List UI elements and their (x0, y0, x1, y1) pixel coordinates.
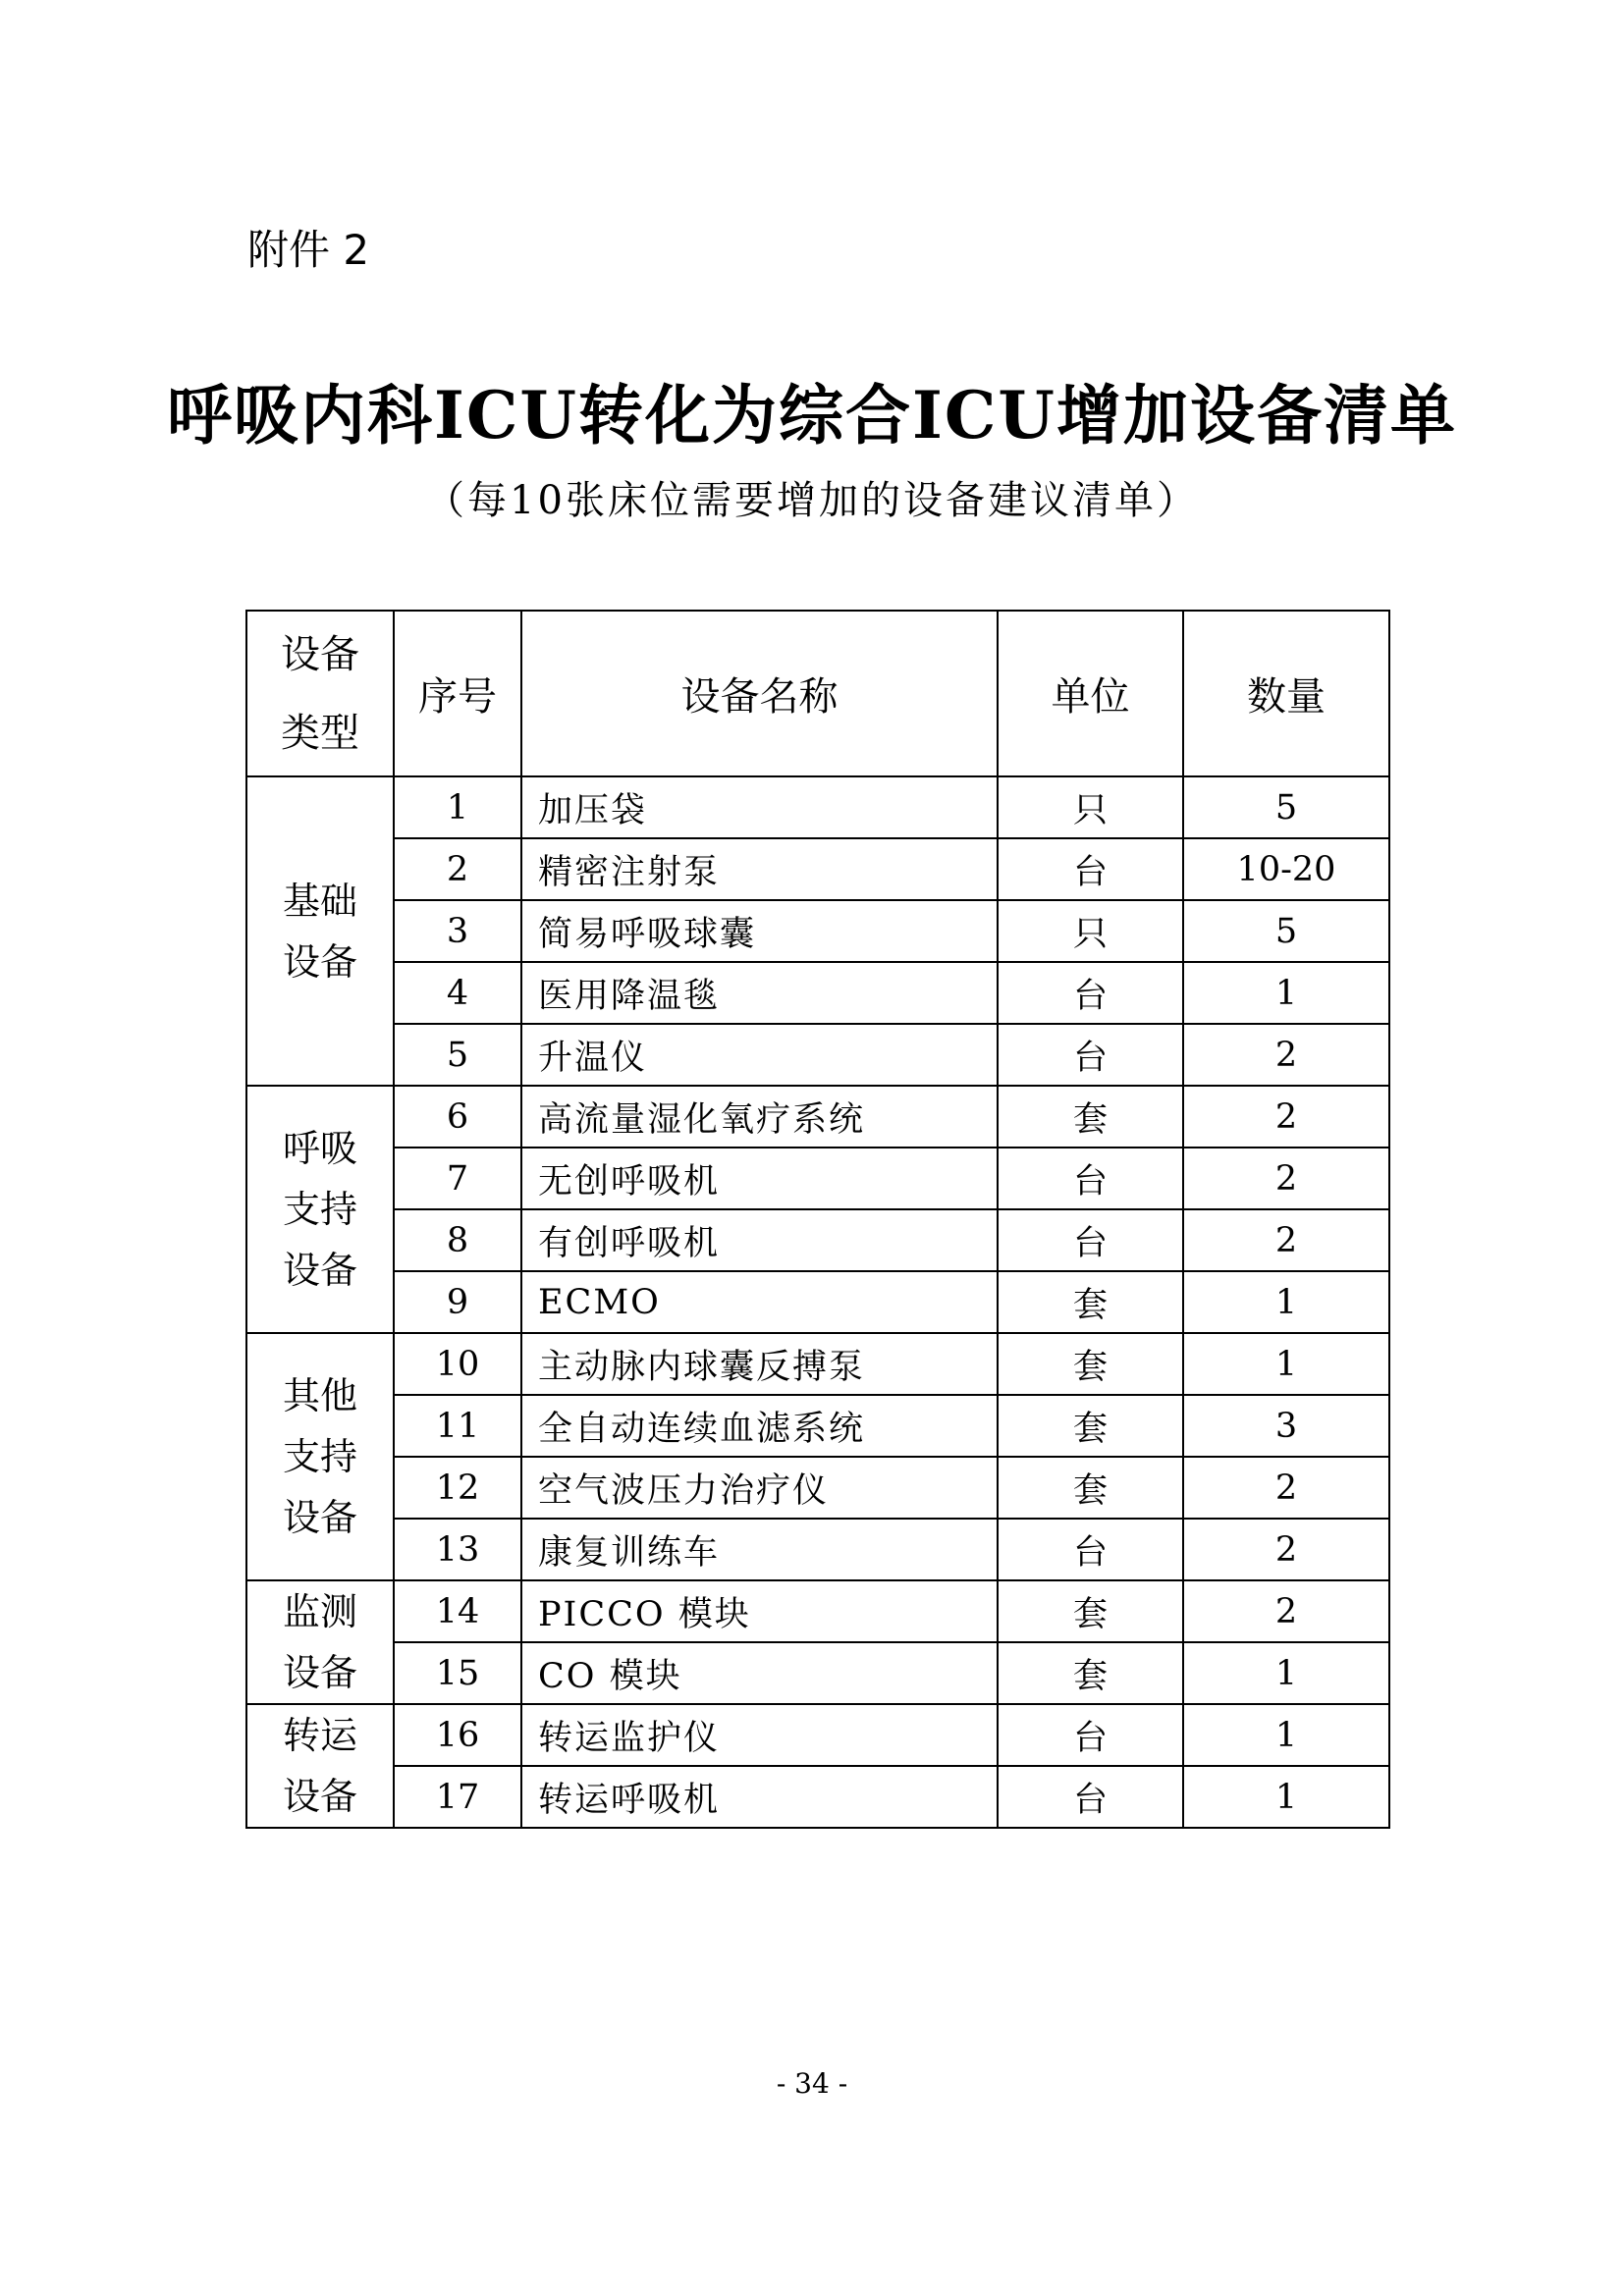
seq-cell: 4 (394, 962, 521, 1024)
table-row (246, 1148, 1389, 1209)
category-line: 转运 (282, 1714, 357, 1757)
table-row (246, 1086, 1389, 1148)
qty-cell: 1 (1183, 1271, 1389, 1333)
qty-cell: 5 (1183, 900, 1389, 962)
unit-cell: 只 (998, 900, 1183, 962)
table-row (246, 1024, 1389, 1086)
attachment-label: 附件 2 (247, 226, 370, 274)
category-cell (246, 1580, 394, 1704)
name-cell: 空气波压力治疗仪 (521, 1457, 998, 1519)
name-cell: PICCO 模块 (521, 1580, 998, 1642)
table-row (246, 838, 1389, 900)
name-cell: 高流量湿化氧疗系统 (521, 1086, 998, 1148)
unit-cell: 只 (998, 776, 1183, 838)
category-line: 监测 (282, 1590, 357, 1633)
name-cell: 简易呼吸球囊 (521, 900, 998, 962)
table-row (246, 1271, 1389, 1333)
qty-cell: 2 (1183, 1580, 1389, 1642)
category-line: 其他 (282, 1374, 357, 1417)
table-row (246, 1642, 1389, 1704)
qty-cell: 2 (1183, 1148, 1389, 1209)
unit-cell: 台 (998, 1704, 1183, 1766)
category-line: 支持 (282, 1435, 357, 1478)
category-line: 支持 (282, 1188, 357, 1231)
unit-cell: 台 (998, 1024, 1183, 1086)
category-line: 设备 (282, 1249, 357, 1292)
name-cell: ECMO (521, 1271, 998, 1333)
unit-cell: 台 (998, 1766, 1183, 1828)
qty-cell: 2 (1183, 1086, 1389, 1148)
qty-cell: 10-20 (1183, 838, 1389, 900)
name-cell: 精密注射泵 (521, 838, 998, 900)
seq-cell: 11 (394, 1395, 521, 1457)
table-row (246, 1395, 1389, 1457)
seq-cell: 2 (394, 838, 521, 900)
equipment-table (245, 610, 1390, 1829)
qty-cell: 1 (1183, 962, 1389, 1024)
table-body (246, 776, 1389, 1828)
seq-cell: 9 (394, 1271, 521, 1333)
name-cell: 加压袋 (521, 776, 998, 838)
name-cell: 升温仪 (521, 1024, 998, 1086)
unit-cell: 台 (998, 1519, 1183, 1580)
category-line: 设备 (282, 1496, 357, 1539)
page-number: - 34 - (776, 2067, 848, 2100)
header-qty: 数量 (1183, 611, 1389, 776)
header-category-line: 设备 (281, 631, 359, 677)
name-cell: 转运监护仪 (521, 1704, 998, 1766)
table-row (246, 1209, 1389, 1271)
unit-cell: 套 (998, 1333, 1183, 1395)
qty-cell: 2 (1183, 1457, 1389, 1519)
seq-cell: 5 (394, 1024, 521, 1086)
unit-cell: 台 (998, 1209, 1183, 1271)
table-header-row (246, 611, 1389, 776)
unit-cell: 套 (998, 1271, 1183, 1333)
table-row (246, 776, 1389, 838)
document-title: 呼吸内科ICU转化为综合ICU增加设备清单 (167, 377, 1457, 454)
seq-cell: 7 (394, 1148, 521, 1209)
name-cell: 有创呼吸机 (521, 1209, 998, 1271)
seq-cell: 3 (394, 900, 521, 962)
name-cell: 康复训练车 (521, 1519, 998, 1580)
seq-cell: 15 (394, 1642, 521, 1704)
qty-cell: 1 (1183, 1704, 1389, 1766)
category-line: 呼吸 (282, 1127, 357, 1170)
category-cell (246, 1086, 394, 1333)
category-line: 设备 (282, 1651, 357, 1694)
unit-cell: 套 (998, 1395, 1183, 1457)
category-line: 基础 (282, 879, 357, 923)
qty-cell: 2 (1183, 1519, 1389, 1580)
seq-cell: 10 (394, 1333, 521, 1395)
name-cell: 全自动连续血滤系统 (521, 1395, 998, 1457)
category-cell (246, 776, 394, 1086)
document-subtitle: （每10张床位需要增加的设备建议清单） (425, 478, 1199, 523)
header-name: 设备名称 (521, 611, 998, 776)
table-row (246, 1519, 1389, 1580)
table-row (246, 962, 1389, 1024)
header-seq: 序号 (394, 611, 521, 776)
seq-cell: 14 (394, 1580, 521, 1642)
category-cell (246, 1333, 394, 1580)
name-cell: CO 模块 (521, 1642, 998, 1704)
qty-cell: 5 (1183, 776, 1389, 838)
table-row (246, 1457, 1389, 1519)
seq-cell: 8 (394, 1209, 521, 1271)
table-row (246, 1580, 1389, 1642)
unit-cell: 套 (998, 1580, 1183, 1642)
unit-cell: 套 (998, 1086, 1183, 1148)
name-cell: 无创呼吸机 (521, 1148, 998, 1209)
seq-cell: 6 (394, 1086, 521, 1148)
header-unit: 单位 (998, 611, 1183, 776)
seq-cell: 12 (394, 1457, 521, 1519)
name-cell: 医用降温毯 (521, 962, 998, 1024)
seq-cell: 16 (394, 1704, 521, 1766)
qty-cell: 1 (1183, 1333, 1389, 1395)
qty-cell: 2 (1183, 1024, 1389, 1086)
unit-cell: 台 (998, 962, 1183, 1024)
seq-cell: 13 (394, 1519, 521, 1580)
seq-cell: 1 (394, 776, 521, 838)
header-category-line: 类型 (281, 710, 359, 756)
name-cell: 主动脉内球囊反搏泵 (521, 1333, 998, 1395)
qty-cell: 2 (1183, 1209, 1389, 1271)
unit-cell: 台 (998, 1148, 1183, 1209)
name-cell: 转运呼吸机 (521, 1766, 998, 1828)
category-cell (246, 1704, 394, 1828)
seq-cell: 17 (394, 1766, 521, 1828)
unit-cell: 套 (998, 1457, 1183, 1519)
table-row (246, 900, 1389, 962)
unit-cell: 台 (998, 838, 1183, 900)
category-line: 设备 (282, 1775, 357, 1818)
table-row (246, 1704, 1389, 1766)
category-line: 设备 (282, 939, 357, 984)
qty-cell: 1 (1183, 1766, 1389, 1828)
unit-cell: 套 (998, 1642, 1183, 1704)
table-row (246, 1766, 1389, 1828)
qty-cell: 3 (1183, 1395, 1389, 1457)
table-row (246, 1333, 1389, 1395)
header-category (246, 611, 394, 776)
qty-cell: 1 (1183, 1642, 1389, 1704)
